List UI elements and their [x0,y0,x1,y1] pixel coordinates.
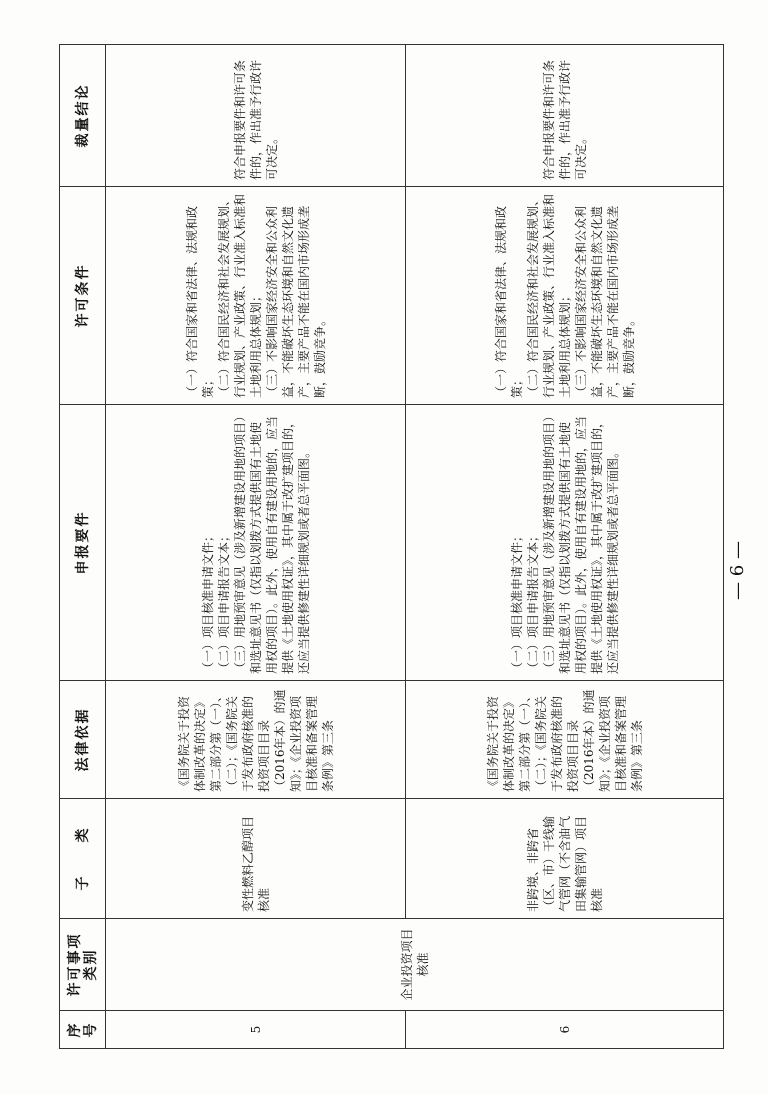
header-category: 许可事项类别 [60,919,106,1011]
row-conclusion: 符合申报要件和许可条件的，作出准予行政许可决定。 [406,45,724,187]
page-number-text: — 6 — [726,540,748,600]
header-requirements: 申报要件 [60,405,106,681]
row-requirements: （一）项目核准申请文件； （二）项目申请报告文本； （三）用地预审意见（涉及新增建设用地的项目）和选址意见书（仅指以划拨方式提供国有土地使用权的项目）。此外，使用自有建设用地的，应当提供《土地使用权证》，其中属于改扩建项目的，还应当提供修建性详细规划或者总平面图。 [406,405,724,681]
header-subcategory: 子 类 [60,799,106,919]
row-conclusion: 符合申报要件和许可条件的，作出准予行政许可决定。 [106,45,406,187]
row-legal-basis: 《国务院关于投资体制改革的决定》第二部分第（一）、（二）；《国务院关于发布政府核准的投资项目目录（2016年本）的通知》；《企业投资项目核准和备案管理条例》第三条 [406,681,724,799]
header-conditions: 许可条件 [60,187,106,405]
row-no: 6 [406,1011,724,1049]
table-row [106,45,406,1049]
permit-table [59,44,724,1049]
table-row [406,45,724,1049]
row-subcategory: 非跨境、非跨省（区、市）干线输气管网（不含油气田集输管网）项目核准 [406,799,724,919]
row-legal-basis: 《国务院关于投资体制改革的决定》第二部分第（一）、（二）；《国务院关于发布政府核准的投资项目目录（2016年本）的通知》；《企业投资项目核准和备案管理条例》第三条 [106,681,406,799]
header-no: 序号 [60,1011,106,1049]
rotated-table-wrapper [59,45,723,1049]
row-conditions: （一）符合国家和省法律、法规和政策； （二）符合国民经济和社会发展规划、行业规划、产业政策、行业准入标准和土地利用总体规划； （三）不影响国家经济安全和公众利益，不能破坏生态环境和自然文化遗产，主要产品不能在国内市场形成垄断，鼓励竞争。 [106,187,406,405]
header-conclusion: 裁量结论 [60,45,106,187]
row-subcategory: 变性燃料乙醇项目核准 [106,799,406,919]
table-header-row [60,45,106,1049]
category-cell: 企业投资项目核准 [106,919,724,1011]
row-conditions: （一）符合国家和省法律、法规和政策； （二）符合国民经济和社会发展规划、行业规划、产业政策、行业准入标准和土地利用总体规划； （三）不影响国家经济安全和公众利益，不能破坏生态环境和自然文化遗产，主要产品不能在国内市场形成垄断，鼓励竞争。 [406,187,724,405]
page-number [722,520,752,620]
header-legal-basis: 法律依据 [60,681,106,799]
row-no: 5 [106,1011,406,1049]
row-requirements: （一）项目核准申请文件； （二）项目申请报告文本； （三）用地预审意见（涉及新增建设用地的项目）和选址意见书（仅指以划拨方式提供国有土地使用权的项目）。此外，使用自有建设用地的，应当提供《土地使用权证》，其中属于改扩建项目的，还应当提供修建性详细规划或者总平面图。 [106,405,406,681]
